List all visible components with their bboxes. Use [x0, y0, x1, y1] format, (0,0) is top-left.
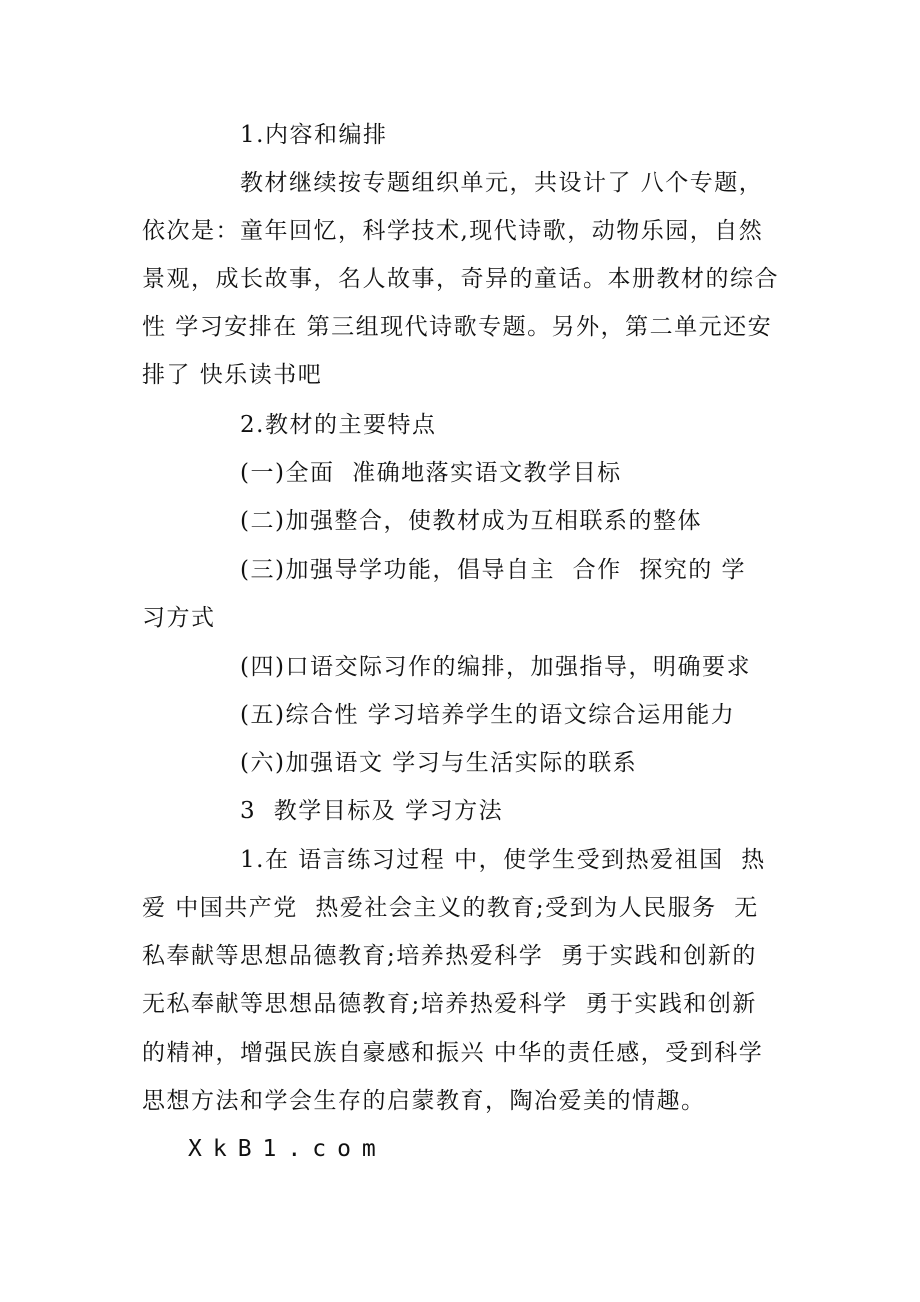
- heading-main-features: 2.教材的主要特点: [240, 412, 437, 438]
- feature-item-4: (四)口语交际习作的编排，加强指导，明确要求: [240, 654, 751, 680]
- footer-site-text: XkB1.com: [188, 1136, 387, 1162]
- paragraph-line: 景观，成长故事，名人故事，奇异的童话。本册教材的综合: [142, 266, 779, 292]
- feature-item-6: (六)加强语文 学习与生活实际的联系: [240, 750, 638, 776]
- feature-item-2: (二)加强整合，使教材成为互相联系的整体: [240, 508, 702, 534]
- paragraph-line: 的精神，增强民族自豪感和振兴 中华的责任感，受到科学: [142, 1040, 764, 1066]
- heading-teaching-goals: 3 教学目标及 学习方法: [240, 798, 504, 824]
- paragraph-line: 依次是：童年回忆，科学技术,现代诗歌，动物乐园，自然: [142, 218, 764, 244]
- feature-item-1: (一)全面 准确地落实语文教学目标: [240, 460, 622, 486]
- feature-item-3: (三)加强导学功能，倡导自主 合作 探究的 学: [240, 557, 747, 583]
- paragraph-line: 排了 快乐读书吧: [142, 362, 323, 388]
- paragraph-line: 思想方法和学会生存的启蒙教育，陶冶爱美的情趣。: [142, 1088, 706, 1114]
- feature-item-3-continued: 习方式: [142, 605, 216, 631]
- paragraph-line: 爱 中国共产党 热爱社会主义的教育;受到为人民服务 无: [142, 895, 759, 921]
- paragraph-line: 1.在 语言练习过程 中，使学生受到热爱祖国 热: [240, 847, 766, 873]
- heading-content-arrangement: 1.内容和编排: [240, 122, 388, 148]
- paragraph-line: 无私奉献等思想品德教育;培养热爱科学 勇于实践和创新: [142, 991, 757, 1017]
- feature-item-5: (五)综合性 学习培养学生的语文综合运用能力: [240, 702, 736, 728]
- paragraph-line: 教材继续按专题组织单元，共设计了 八个专题，: [240, 170, 764, 196]
- paragraph-line: 性 学习安排在 第三组现代诗歌专题。另外，第二单元还安: [142, 314, 773, 340]
- paragraph-line: 私奉献等思想品德教育;培养热爱科学 勇于实践和创新的: [142, 943, 757, 969]
